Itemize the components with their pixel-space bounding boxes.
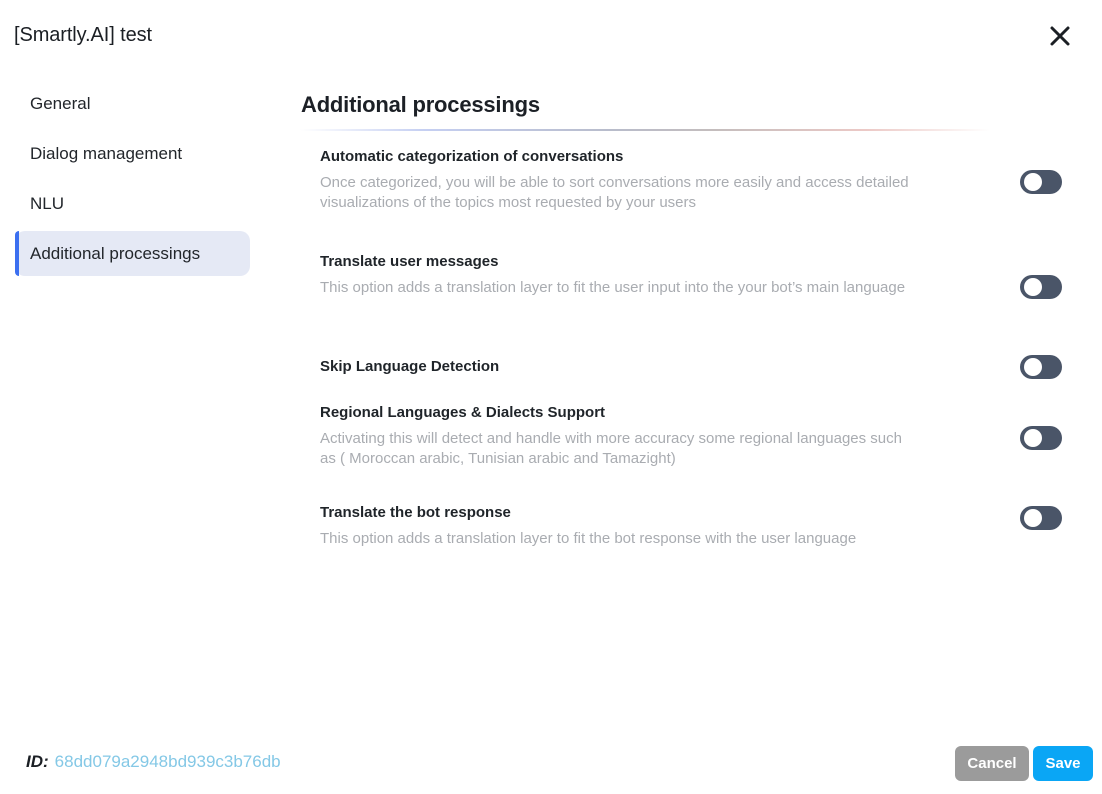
setting-title: Regional Languages & Dialects Support	[320, 404, 606, 421]
setting-translate-bot-response	[320, 503, 1080, 549]
id-value: 68dd079a2948bd939c3b76db	[54, 752, 281, 771]
modal-title: [Smartly.AI] test	[14, 24, 152, 46]
sidebar-item-nlu[interactable]	[15, 181, 250, 226]
sidebar-item-label: Dialog management	[30, 143, 183, 163]
setting-description: This option adds a translation layer to fit the bot response with the user language	[320, 530, 857, 547]
toggle-knob	[1024, 173, 1042, 191]
sidebar-item-label: Additional processings	[30, 243, 201, 263]
toggle-knob	[1024, 278, 1042, 296]
regional-languages-toggle[interactable]	[1020, 426, 1062, 450]
setting-skip-language-detection	[320, 357, 1080, 377]
setting-title: Translate user messages	[320, 253, 499, 270]
bot-id	[26, 752, 281, 772]
skip-language-detection-toggle[interactable]	[1020, 355, 1062, 379]
toggle-knob	[1024, 429, 1042, 447]
sidebar-nav	[15, 81, 250, 281]
sidebar-item-label: General	[30, 93, 91, 113]
save-button[interactable]: Save	[1033, 746, 1093, 781]
setting-description: This option adds a translation layer to fit the user input into the your bot’s main language	[320, 279, 906, 296]
setting-regional-languages	[320, 403, 1080, 469]
toggle-knob	[1024, 509, 1042, 527]
sidebar-item-dialog-management[interactable]	[15, 131, 250, 176]
cancel-button[interactable]: Cancel	[955, 746, 1029, 781]
section-title: Additional processings	[301, 92, 540, 117]
setting-title: Automatic categorization of conversations	[320, 148, 624, 165]
translate-bot-response-toggle[interactable]	[1020, 506, 1062, 530]
setting-title: Translate the bot response	[320, 504, 511, 521]
automatic-categorization-toggle[interactable]	[1020, 170, 1062, 194]
setting-automatic-categorization	[320, 147, 1080, 213]
setting-title: Skip Language Detection	[320, 358, 500, 375]
sidebar-item-general[interactable]	[15, 81, 250, 126]
toggle-knob	[1024, 358, 1042, 376]
close-icon	[1046, 22, 1074, 50]
setting-translate-user-messages	[320, 252, 1080, 298]
translate-user-messages-toggle[interactable]	[1020, 275, 1062, 299]
sidebar-item-label: NLU	[30, 193, 65, 213]
setting-description: Activating this will detect and handle with more accuracy some regional languages such as ( Moroccan arabic, Tunisian arabic and Tamazight)	[320, 430, 902, 467]
setting-description: Once categorized, you will be able to sort conversations more easily and access detailed visualizations of the topics most requested by your users	[320, 174, 909, 211]
sidebar-item-additional-processings[interactable]	[15, 231, 250, 276]
section-divider	[300, 129, 990, 131]
id-label: ID:	[26, 752, 49, 771]
close-button[interactable]	[1046, 22, 1074, 50]
